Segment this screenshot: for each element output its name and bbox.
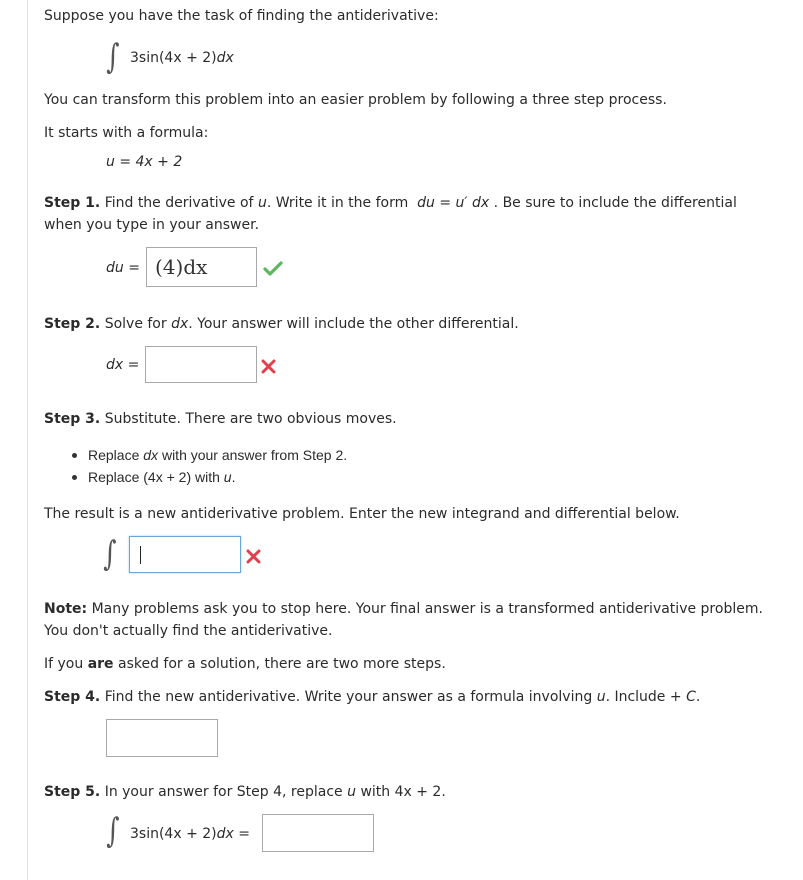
list-item: Replace dx with your answer from Step 2. (70, 444, 347, 466)
intro-integral-expression: 3sin(4x + 2)dx (130, 50, 234, 66)
final-answer-input[interactable] (262, 814, 374, 852)
incorrect-x-icon (261, 359, 276, 374)
integral-sign-icon: ∫ (106, 811, 120, 851)
step1-instruction-line2: when you type in your answer. (44, 217, 260, 233)
new-integrand-input[interactable] (129, 536, 241, 573)
step2-input-label: dx = (106, 357, 140, 373)
list-item: Replace (4x + 2) with u. (70, 466, 347, 488)
du-input-value: (4)dx (155, 255, 208, 279)
integral-sign-icon: ∫ (103, 534, 117, 574)
step1-instruction: Step 1. Find the derivative of u. Write it in the form du = u′ dx . Be sure to include the differential (44, 195, 737, 211)
step5-integral-expression: 3sin(4x + 2)dx = (130, 826, 250, 842)
step3-instruction: Step 3. Substitute. There are two obvious moves. (44, 411, 397, 427)
substitution-formula: u = 4x + 2 (106, 154, 183, 170)
du-input[interactable] (146, 247, 257, 287)
step2-instruction: Step 2. Solve for dx. Your answer will include the other differential. (44, 316, 519, 332)
step3-result-text: The result is a new antiderivative problem. Enter the new integrand and differential below. (44, 506, 680, 522)
intro-formula-lead: It starts with a formula: (44, 125, 209, 141)
text-cursor (140, 546, 141, 564)
incorrect-x-icon (246, 549, 261, 564)
step1-input-label: du = (106, 260, 140, 276)
correct-check-icon (263, 260, 283, 276)
dx-input[interactable] (145, 346, 257, 383)
more-steps-text: If you are asked for a solution, there are two more steps. (44, 656, 446, 672)
step3-bullet-list (70, 444, 347, 488)
integral-sign-icon: ∫ (106, 37, 120, 77)
antiderivative-input[interactable] (106, 719, 218, 757)
intro-explanation: You can transform this problem into an easier problem by following a three step process. (44, 92, 667, 108)
note-text-line2: You don't actually find the antiderivative. (44, 623, 333, 639)
step4-instruction: Step 4. Find the new antiderivative. Write your answer as a formula involving u. Include + C. (44, 689, 701, 705)
note-text: Note: Many problems ask you to stop here. Your final answer is a transformed antiderivative problem. (44, 601, 763, 617)
step5-instruction: Step 5. In your answer for Step 4, replace u with 4x + 2. (44, 784, 446, 800)
intro-text: Suppose you have the task of finding the antiderivative: (44, 8, 439, 24)
